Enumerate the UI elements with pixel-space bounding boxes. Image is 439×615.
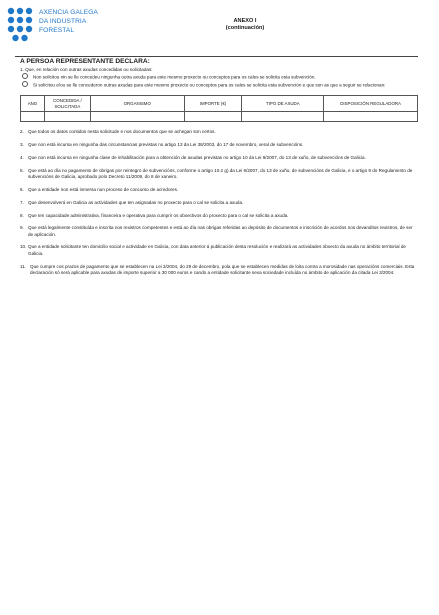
other-aid-table bbox=[20, 95, 418, 122]
column-header-year: ANO bbox=[21, 96, 45, 112]
radio-button[interactable] bbox=[22, 73, 28, 79]
column-header-body: ORGANISMO bbox=[90, 96, 184, 112]
document-header bbox=[0, 0, 439, 50]
section-title: A PERSOA REPRESENTANTE DECLARA: bbox=[20, 58, 150, 65]
declaration-number: 4. bbox=[20, 154, 24, 160]
table-row bbox=[21, 112, 418, 122]
declaration-text: Que desenvolverá en Galicia as actividades que ten asignadas no proxecto para o cal se solicita a axuda. bbox=[28, 199, 244, 205]
agency-emblem-icon bbox=[6, 6, 34, 44]
declaration-number: 11. bbox=[20, 263, 27, 269]
agency-name-line: DA INDUSTRIA bbox=[39, 18, 87, 26]
declaration-item bbox=[20, 187, 418, 193]
agency-name bbox=[39, 8, 98, 36]
declaration-1-text: 1. Que, en relación con outras axudas concedidas ou solicitadas: bbox=[20, 67, 153, 72]
column-header-aid-type: TIPO DE AXUDA bbox=[242, 96, 324, 112]
declaration-text: Que a entidade non está inmersa nun proceso de concurso de acredores. bbox=[28, 186, 179, 192]
regulation-cell[interactable] bbox=[324, 112, 418, 122]
declaration-text: Que ten capacidade administrativa, financeira e operativa para cumprir os obxectivos do proxecto para o cal se solicita a axuda. bbox=[28, 212, 289, 218]
declaration-text: Que non está incursa en ningunha das circunstancias previstas no artigo 13 da Lei 38/2003, do 17 de novembro, xeral de subvencións. bbox=[28, 141, 304, 147]
declaration-list bbox=[20, 129, 418, 283]
declaration-number: 5. bbox=[20, 167, 24, 173]
option-label: Non solicitou nin se lle concedeu ningunha outra axuda para este mesmo proxecto ou conceptos para os cales se solicita esta subvención. bbox=[33, 74, 316, 80]
declaration-number: 9. bbox=[20, 225, 24, 231]
declaration-text: Que non está incursa en ningunha clase de inhabilitación para a obtención de axudas previstas no artigo 10 da Lei 9/2007, do 13 de xuño, de subvencións de Galicia. bbox=[28, 154, 366, 160]
option-label: Si solicitou e/ou se lle concederon outras axudas para este mesmo proxecto ou conceptos para os cales se solicita esta subvención e que son as que a seguir se relacionan: bbox=[33, 82, 386, 88]
declaration-number: 7. bbox=[20, 199, 24, 205]
declaration-item bbox=[20, 155, 418, 161]
declaration-1 bbox=[20, 67, 416, 89]
declaration-item bbox=[20, 213, 418, 219]
table-header-row bbox=[21, 96, 418, 112]
radio-button[interactable] bbox=[22, 81, 28, 87]
aid-type-cell[interactable] bbox=[242, 112, 324, 122]
option-other-aid[interactable] bbox=[20, 81, 416, 89]
declaration-item bbox=[20, 129, 418, 135]
agency-name-line: FORESTAL bbox=[39, 27, 75, 35]
declaration-item bbox=[20, 244, 418, 257]
declaration-item bbox=[20, 200, 418, 206]
annex-title: ANEXO I bbox=[233, 18, 257, 24]
declaration-item bbox=[20, 225, 418, 238]
declaration-number: 10. bbox=[20, 244, 27, 250]
declaration-number: 2. bbox=[20, 129, 24, 134]
column-header-status: CONCEDIDA / SOLICITADA bbox=[44, 96, 90, 112]
column-header-amount: IMPORTE (€) bbox=[184, 96, 242, 112]
body-cell[interactable] bbox=[90, 112, 184, 122]
column-header-regulation: DISPOSICIÓN REGULADORA bbox=[324, 96, 418, 112]
declaration-item bbox=[20, 264, 418, 277]
declaration-number: 8. bbox=[20, 212, 24, 218]
section-divider bbox=[15, 56, 418, 57]
amount-cell[interactable] bbox=[184, 112, 242, 122]
declaration-number: 3. bbox=[20, 141, 24, 147]
annex-subtitle: (continuación) bbox=[225, 25, 265, 31]
agency-logo bbox=[6, 6, 136, 46]
option-no-other-aid[interactable] bbox=[20, 73, 416, 81]
declaration-text: Que está legalmente constituída e inscrita nos rexistros competentes e está ao día nas obrigas referidas ao depósito de documentos e inscrición de acordos nos devanditos rexistros, de ser de aplicación. bbox=[28, 225, 413, 237]
declaration-text: Que está ao día no pagamento de obrigas por reintegro de subvencións, conforme o artigo 10.2 g) da Lei 9/2007, do 13 de xuño, de subvencións de Galicia, e o artigo 9 do Regulamento de subvencións de Galicia, aprobado polo Decreto 11/2009, do 8 de xaneiro. bbox=[28, 167, 413, 180]
declaration-item bbox=[20, 168, 418, 181]
declaration-number: 6. bbox=[20, 186, 24, 192]
agency-name-line: AXENCIA GALEGA bbox=[39, 9, 98, 16]
declaration-text: Que a entidade solicitante ten domicilio social e actividade en Galicia, con data anterior á publicación desta resolución e realizará as actividades obxecto da axuda no ámbito territorial de Galicia. bbox=[28, 244, 406, 256]
declaration-text: Que todos os datos contidos nesta solicitude e nos documentos que se achegan son certos. bbox=[28, 129, 216, 134]
declaration-text: Que cumpre cos prazos de pagamento que se establecen na Lei 3/2004, do 29 de decembro, pola que se establecen medidas de loita contra a morosidade nas operacións comerciais. Esta declaración só será aplicable para axudas de importe superior a 30 000 euros e cando a entidade solicitante sexa sociedade incluída no ámbito de aplicación da citada Lei 3/2004. bbox=[30, 263, 415, 275]
year-cell[interactable] bbox=[21, 112, 45, 122]
annex-heading bbox=[200, 18, 290, 32]
declaration-item bbox=[20, 142, 418, 148]
status-cell[interactable] bbox=[44, 112, 90, 122]
